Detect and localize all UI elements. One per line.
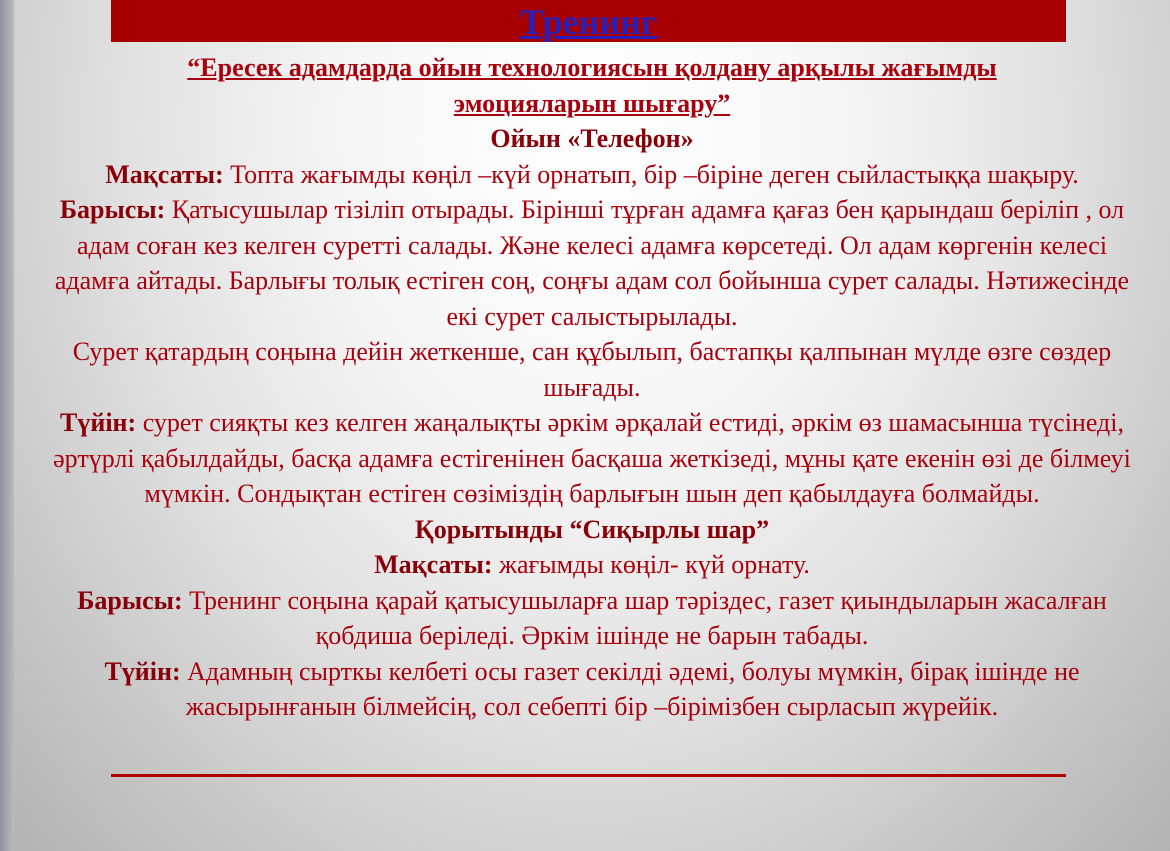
conclusion-result-text: Адамның сырткы келбеті осы газет секілді әдемі, болуы мүмкін, бірақ ішінде не жасырынғанын білмейсің, сол себепті бір –бірімізбен сырласып жүрейік. — [180, 656, 1080, 721]
slide — [14, 0, 1170, 851]
game-goal — [46, 157, 1138, 193]
game-goal-label: Мақсаты: — [105, 159, 224, 189]
game-heading: Ойын «Телефон» — [490, 124, 694, 153]
game-process-text: Қатысушылар тізіліп отырады. Бірінші тұрған адамға қағаз бен қарындаш беріліп , ол адам соған кез келген суретті салады. Және келесі адамға көрсетеді. Ол адам көргенін келесі адамға айтады. Барлығы толық естіген соң, соңғы адам сол бойынша сурет салады. Нәтижесінде екі сурет салыстырылады. — [54, 195, 1130, 331]
game-goal-text: Топта жағымды көңіл –күй орнатып, бір –біріне деген сыйластыққа шақыру. — [223, 159, 1079, 189]
left-edge-stripe — [0, 0, 14, 851]
game-result — [46, 405, 1138, 512]
game-process-label: Барысы: — [59, 195, 166, 224]
conclusion-process-text: Тренинг соңына қарай қатысушыларға шар тәріздес, газет қиындыларын жасалған қобдиша беріледі. Әркім ішінде не барын табады. — [182, 585, 1107, 650]
conclusion-process-label: Барысы: — [77, 585, 183, 615]
subtitle-line-1: “Ересек адамдарда ойын технологиясын қолдану арқылы жағымды — [187, 53, 997, 82]
game-process — [46, 192, 1138, 334]
subtitle-line-2: эмоцияларын шығару” — [453, 88, 731, 118]
game-result-text: сурет сияқты кез келген жаңалықты әркім әрқалай естиді, әркім өз шамасынша түсінеді, әртүрлі қабылдайды, басқа адамға естігенінен басқаша жеткізеді, мұны қате екенін өзі де білмеуі мүмкін. Сондықтан естіген сөзіміздің барлығын шын деп қабылдауға болмайды. — [53, 408, 1131, 508]
conclusion-goal-label: Мақсаты: — [374, 550, 493, 579]
bottom-divider — [111, 774, 1066, 777]
conclusion-goal — [46, 547, 1138, 583]
subtitle — [46, 50, 1138, 121]
conclusion-goal-text: жағымды көңіл- күй орнату. — [492, 550, 810, 579]
title-bar — [111, 0, 1066, 42]
conclusion-heading: Қорытынды “Сиқырлы шар” — [414, 514, 770, 544]
conclusion-result-label: Түйін: — [104, 656, 181, 686]
conclusion-result — [46, 654, 1138, 725]
slide-content — [46, 50, 1138, 725]
game-result-label: Түйін: — [60, 408, 137, 437]
game-extra: Сурет қатардың соңына дейін жеткенше, сан құбылып, бастапқы қалпынан мүлде өзге сөздер шығады. — [72, 337, 1112, 402]
conclusion-process — [46, 583, 1138, 654]
title-link[interactable]: Тренинг — [519, 2, 658, 42]
